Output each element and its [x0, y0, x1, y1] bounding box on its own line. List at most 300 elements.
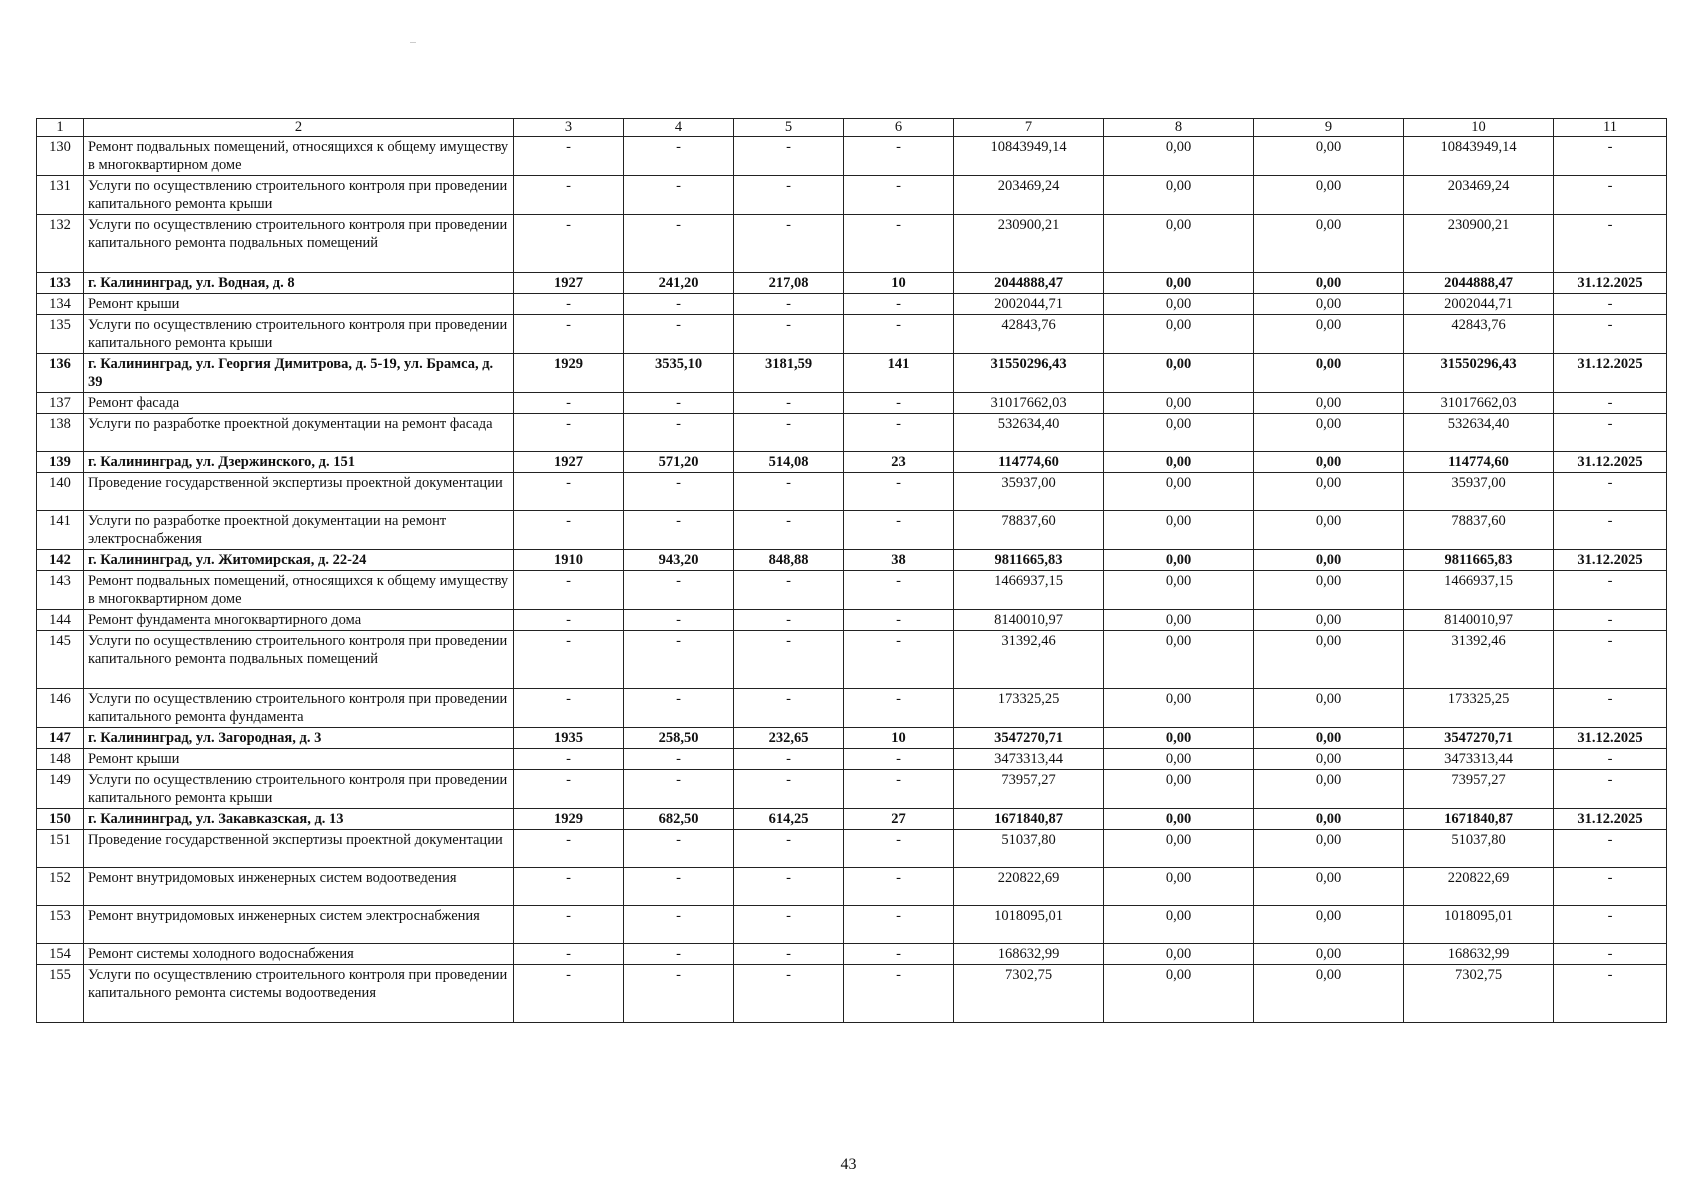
value-cell-c6: - [844, 571, 954, 610]
table-row [37, 176, 1667, 215]
row-number-cell: 136 [37, 354, 84, 393]
row-number-cell: 134 [37, 294, 84, 315]
value-cell-c7: 35937,00 [954, 473, 1104, 511]
row-number-cell: 149 [37, 770, 84, 809]
value-cell-c9: 0,00 [1254, 414, 1404, 452]
value-cell-c5: 3181,59 [734, 354, 844, 393]
row-number-cell: 137 [37, 393, 84, 414]
repair-schedule-table [36, 118, 1667, 1023]
value-cell-c7: 31017662,03 [954, 393, 1104, 414]
value-cell-c4: - [624, 315, 734, 354]
value-cell-c10: 31550296,43 [1404, 354, 1554, 393]
header-col-8: 8 [1104, 119, 1254, 137]
value-cell-c6: - [844, 944, 954, 965]
value-cell-c6: 10 [844, 728, 954, 749]
value-cell-c9: 0,00 [1254, 452, 1404, 473]
value-cell-c10: 532634,40 [1404, 414, 1554, 452]
value-cell-c11: - [1554, 868, 1667, 906]
value-cell-c9: 0,00 [1254, 550, 1404, 571]
value-cell-c6: - [844, 473, 954, 511]
value-cell-c5: - [734, 868, 844, 906]
value-cell-c4: - [624, 610, 734, 631]
table-row [37, 830, 1667, 868]
value-cell-c10: 114774,60 [1404, 452, 1554, 473]
row-number-cell: 152 [37, 868, 84, 906]
value-cell-c11: - [1554, 830, 1667, 868]
row-number-cell: 139 [37, 452, 84, 473]
value-cell-c5: - [734, 473, 844, 511]
work-name-cell: Ремонт подвальных помещений, относящихся к общему имуществу в многоквартирном доме [84, 571, 514, 610]
value-cell-c10: 8140010,97 [1404, 610, 1554, 631]
value-cell-c3: - [514, 749, 624, 770]
value-cell-c4: 682,50 [624, 809, 734, 830]
value-cell-c4: - [624, 749, 734, 770]
work-name-cell: г. Калининград, ул. Дзержинского, д. 151 [84, 452, 514, 473]
value-cell-c6: - [844, 868, 954, 906]
value-cell-c7: 2002044,71 [954, 294, 1104, 315]
row-number-cell: 154 [37, 944, 84, 965]
work-name-cell: Услуги по разработке проектной документации на ремонт фасада [84, 414, 514, 452]
value-cell-c7: 532634,40 [954, 414, 1104, 452]
value-cell-c4: 943,20 [624, 550, 734, 571]
header-col-11: 11 [1554, 119, 1667, 137]
row-number-cell: 133 [37, 273, 84, 294]
value-cell-c7: 9811665,83 [954, 550, 1104, 571]
header-col-6: 6 [844, 119, 954, 137]
value-cell-c6: - [844, 770, 954, 809]
value-cell-c10: 3547270,71 [1404, 728, 1554, 749]
value-cell-c6: - [844, 749, 954, 770]
value-cell-c7: 31392,46 [954, 631, 1104, 689]
row-number-cell: 150 [37, 809, 84, 830]
value-cell-c6: - [844, 610, 954, 631]
value-cell-c11: - [1554, 215, 1667, 273]
value-cell-c8: 0,00 [1104, 749, 1254, 770]
table-row [37, 906, 1667, 944]
row-number-cell: 135 [37, 315, 84, 354]
value-cell-c6: 10 [844, 273, 954, 294]
value-cell-c4: - [624, 511, 734, 550]
value-cell-c10: 10843949,14 [1404, 137, 1554, 176]
table-body [37, 137, 1667, 1023]
value-cell-c3: 1927 [514, 273, 624, 294]
header-col-10: 10 [1404, 119, 1554, 137]
value-cell-c5: - [734, 393, 844, 414]
work-name-cell: г. Калининград, ул. Закавказская, д. 13 [84, 809, 514, 830]
value-cell-c9: 0,00 [1254, 176, 1404, 215]
value-cell-c10: 3473313,44 [1404, 749, 1554, 770]
value-cell-c7: 78837,60 [954, 511, 1104, 550]
value-cell-c4: - [624, 631, 734, 689]
value-cell-c11: - [1554, 137, 1667, 176]
value-cell-c7: 3547270,71 [954, 728, 1104, 749]
table-row [37, 868, 1667, 906]
value-cell-c8: 0,00 [1104, 414, 1254, 452]
value-cell-c5: - [734, 830, 844, 868]
value-cell-c6: - [844, 137, 954, 176]
value-cell-c9: 0,00 [1254, 511, 1404, 550]
value-cell-c5: - [734, 631, 844, 689]
value-cell-c10: 1018095,01 [1404, 906, 1554, 944]
value-cell-c9: 0,00 [1254, 868, 1404, 906]
value-cell-c5: - [734, 511, 844, 550]
value-cell-c8: 0,00 [1104, 631, 1254, 689]
value-cell-c8: 0,00 [1104, 906, 1254, 944]
table-row [37, 137, 1667, 176]
value-cell-c11: 31.12.2025 [1554, 452, 1667, 473]
value-cell-c6: - [844, 215, 954, 273]
value-cell-c5: 232,65 [734, 728, 844, 749]
value-cell-c5: - [734, 610, 844, 631]
value-cell-c7: 10843949,14 [954, 137, 1104, 176]
row-number-cell: 147 [37, 728, 84, 749]
value-cell-c4: - [624, 868, 734, 906]
value-cell-c11: - [1554, 631, 1667, 689]
table-row-address [37, 728, 1667, 749]
work-name-cell: Услуги по осуществлению строительного контроля при проведении капитального ремонта крыши [84, 315, 514, 354]
value-cell-c10: 35937,00 [1404, 473, 1554, 511]
value-cell-c4: - [624, 944, 734, 965]
value-cell-c9: 0,00 [1254, 610, 1404, 631]
value-cell-c4: - [624, 770, 734, 809]
value-cell-c4: 258,50 [624, 728, 734, 749]
value-cell-c5: - [734, 965, 844, 1023]
value-cell-c3: - [514, 393, 624, 414]
value-cell-c5: 514,08 [734, 452, 844, 473]
value-cell-c8: 0,00 [1104, 315, 1254, 354]
value-cell-c7: 42843,76 [954, 315, 1104, 354]
value-cell-c5: - [734, 176, 844, 215]
value-cell-c3: 1929 [514, 354, 624, 393]
value-cell-c10: 78837,60 [1404, 511, 1554, 550]
value-cell-c4: - [624, 215, 734, 273]
value-cell-c5: - [734, 215, 844, 273]
value-cell-c7: 1671840,87 [954, 809, 1104, 830]
value-cell-c10: 31392,46 [1404, 631, 1554, 689]
value-cell-c11: - [1554, 176, 1667, 215]
value-cell-c7: 73957,27 [954, 770, 1104, 809]
value-cell-c3: - [514, 176, 624, 215]
row-number-cell: 155 [37, 965, 84, 1023]
work-name-cell: г. Калининград, ул. Водная, д. 8 [84, 273, 514, 294]
value-cell-c11: 31.12.2025 [1554, 728, 1667, 749]
value-cell-c10: 220822,69 [1404, 868, 1554, 906]
value-cell-c3: - [514, 610, 624, 631]
value-cell-c3: 1910 [514, 550, 624, 571]
value-cell-c11: - [1554, 749, 1667, 770]
header-col-9: 9 [1254, 119, 1404, 137]
value-cell-c9: 0,00 [1254, 315, 1404, 354]
row-number-cell: 138 [37, 414, 84, 452]
value-cell-c5: - [734, 689, 844, 728]
value-cell-c10: 31017662,03 [1404, 393, 1554, 414]
value-cell-c6: - [844, 906, 954, 944]
value-cell-c7: 220822,69 [954, 868, 1104, 906]
value-cell-c9: 0,00 [1254, 393, 1404, 414]
value-cell-c5: - [734, 770, 844, 809]
value-cell-c10: 203469,24 [1404, 176, 1554, 215]
value-cell-c6: - [844, 393, 954, 414]
header-col-1: 1 [37, 119, 84, 137]
value-cell-c3: 1935 [514, 728, 624, 749]
value-cell-c5: - [734, 414, 844, 452]
value-cell-c3: - [514, 906, 624, 944]
work-name-cell: Ремонт фундамента многоквартирного дома [84, 610, 514, 631]
work-name-cell: Проведение государственной экспертизы проектной документации [84, 830, 514, 868]
value-cell-c3: - [514, 770, 624, 809]
value-cell-c7: 173325,25 [954, 689, 1104, 728]
value-cell-c8: 0,00 [1104, 770, 1254, 809]
work-name-cell: Ремонт системы холодного водоснабжения [84, 944, 514, 965]
table-row [37, 749, 1667, 770]
table-row [37, 315, 1667, 354]
work-name-cell: Услуги по осуществлению строительного контроля при проведении капитального ремонта подвальных помещений [84, 215, 514, 273]
value-cell-c4: - [624, 965, 734, 1023]
value-cell-c9: 0,00 [1254, 631, 1404, 689]
value-cell-c10: 1466937,15 [1404, 571, 1554, 610]
value-cell-c8: 0,00 [1104, 473, 1254, 511]
table-row [37, 393, 1667, 414]
value-cell-c9: 0,00 [1254, 273, 1404, 294]
value-cell-c8: 0,00 [1104, 393, 1254, 414]
value-cell-c11: - [1554, 414, 1667, 452]
value-cell-c5: - [734, 315, 844, 354]
value-cell-c3: - [514, 414, 624, 452]
value-cell-c9: 0,00 [1254, 137, 1404, 176]
value-cell-c11: - [1554, 770, 1667, 809]
value-cell-c4: - [624, 176, 734, 215]
value-cell-c3: - [514, 830, 624, 868]
value-cell-c9: 0,00 [1254, 809, 1404, 830]
value-cell-c3: - [514, 571, 624, 610]
value-cell-c11: 31.12.2025 [1554, 273, 1667, 294]
value-cell-c4: - [624, 294, 734, 315]
row-number-cell: 142 [37, 550, 84, 571]
value-cell-c11: - [1554, 511, 1667, 550]
value-cell-c5: - [734, 906, 844, 944]
value-cell-c10: 173325,25 [1404, 689, 1554, 728]
row-number-cell: 141 [37, 511, 84, 550]
value-cell-c11: 31.12.2025 [1554, 354, 1667, 393]
table-row [37, 215, 1667, 273]
value-cell-c6: 27 [844, 809, 954, 830]
value-cell-c10: 42843,76 [1404, 315, 1554, 354]
value-cell-c6: - [844, 631, 954, 689]
value-cell-c9: 0,00 [1254, 728, 1404, 749]
value-cell-c10: 51037,80 [1404, 830, 1554, 868]
value-cell-c5: 217,08 [734, 273, 844, 294]
value-cell-c3: - [514, 689, 624, 728]
value-cell-c7: 1466937,15 [954, 571, 1104, 610]
value-cell-c8: 0,00 [1104, 176, 1254, 215]
value-cell-c8: 0,00 [1104, 294, 1254, 315]
value-cell-c4: - [624, 689, 734, 728]
header-col-2: 2 [84, 119, 514, 137]
value-cell-c8: 0,00 [1104, 137, 1254, 176]
value-cell-c9: 0,00 [1254, 965, 1404, 1023]
table-row-address [37, 273, 1667, 294]
value-cell-c3: - [514, 215, 624, 273]
row-number-cell: 131 [37, 176, 84, 215]
value-cell-c9: 0,00 [1254, 749, 1404, 770]
value-cell-c9: 0,00 [1254, 770, 1404, 809]
value-cell-c6: - [844, 511, 954, 550]
header-col-4: 4 [624, 119, 734, 137]
table-row [37, 770, 1667, 809]
value-cell-c4: 3535,10 [624, 354, 734, 393]
work-name-cell: Ремонт подвальных помещений, относящихся к общему имуществу в многоквартирном доме [84, 137, 514, 176]
value-cell-c11: - [1554, 965, 1667, 1023]
row-number-cell: 145 [37, 631, 84, 689]
value-cell-c7: 114774,60 [954, 452, 1104, 473]
value-cell-c11: - [1554, 473, 1667, 511]
work-name-cell: Услуги по осуществлению строительного контроля при проведении капитального ремонта подвальных помещений [84, 631, 514, 689]
work-name-cell: г. Калининград, ул. Загородная, д. 3 [84, 728, 514, 749]
value-cell-c10: 2002044,71 [1404, 294, 1554, 315]
value-cell-c8: 0,00 [1104, 610, 1254, 631]
value-cell-c8: 0,00 [1104, 273, 1254, 294]
value-cell-c4: - [624, 137, 734, 176]
value-cell-c5: - [734, 749, 844, 770]
value-cell-c11: 31.12.2025 [1554, 550, 1667, 571]
work-name-cell: Ремонт внутридомовых инженерных систем водоотведения [84, 868, 514, 906]
value-cell-c11: - [1554, 610, 1667, 631]
value-cell-c9: 0,00 [1254, 294, 1404, 315]
table-row [37, 689, 1667, 728]
work-name-cell: Проведение государственной экспертизы проектной документации [84, 473, 514, 511]
row-number-cell: 130 [37, 137, 84, 176]
value-cell-c6: - [844, 689, 954, 728]
value-cell-c7: 168632,99 [954, 944, 1104, 965]
work-name-cell: Ремонт крыши [84, 749, 514, 770]
value-cell-c6: 141 [844, 354, 954, 393]
value-cell-c7: 3473313,44 [954, 749, 1104, 770]
work-name-cell: Услуги по осуществлению строительного контроля при проведении капитального ремонта фундамента [84, 689, 514, 728]
value-cell-c11: - [1554, 944, 1667, 965]
value-cell-c3: - [514, 511, 624, 550]
value-cell-c9: 0,00 [1254, 689, 1404, 728]
value-cell-c10: 2044888,47 [1404, 273, 1554, 294]
value-cell-c6: - [844, 830, 954, 868]
value-cell-c4: - [624, 571, 734, 610]
value-cell-c3: - [514, 868, 624, 906]
work-name-cell: Услуги по осуществлению строительного контроля при проведении капитального ремонта системы водоотведения [84, 965, 514, 1023]
value-cell-c11: - [1554, 294, 1667, 315]
value-cell-c7: 51037,80 [954, 830, 1104, 868]
value-cell-c10: 7302,75 [1404, 965, 1554, 1023]
value-cell-c11: 31.12.2025 [1554, 809, 1667, 830]
value-cell-c11: - [1554, 315, 1667, 354]
row-number-cell: 151 [37, 830, 84, 868]
value-cell-c3: - [514, 137, 624, 176]
value-cell-c5: - [734, 944, 844, 965]
value-cell-c5: - [734, 294, 844, 315]
value-cell-c8: 0,00 [1104, 571, 1254, 610]
value-cell-c4: 571,20 [624, 452, 734, 473]
value-cell-c9: 0,00 [1254, 354, 1404, 393]
row-number-cell: 143 [37, 571, 84, 610]
value-cell-c6: - [844, 414, 954, 452]
table-row [37, 631, 1667, 689]
value-cell-c8: 0,00 [1104, 215, 1254, 273]
value-cell-c5: - [734, 137, 844, 176]
table-row [37, 414, 1667, 452]
header-col-3: 3 [514, 119, 624, 137]
value-cell-c3: - [514, 294, 624, 315]
value-cell-c8: 0,00 [1104, 830, 1254, 868]
value-cell-c11: - [1554, 571, 1667, 610]
value-cell-c8: 0,00 [1104, 809, 1254, 830]
value-cell-c6: 23 [844, 452, 954, 473]
header-col-5: 5 [734, 119, 844, 137]
value-cell-c4: - [624, 414, 734, 452]
value-cell-c3: 1929 [514, 809, 624, 830]
value-cell-c8: 0,00 [1104, 689, 1254, 728]
work-name-cell: Услуги по осуществлению строительного контроля при проведении капитального ремонта крыши [84, 176, 514, 215]
value-cell-c10: 1671840,87 [1404, 809, 1554, 830]
work-name-cell: Услуги по осуществлению строительного контроля при проведении капитального ремонта крыши [84, 770, 514, 809]
value-cell-c7: 203469,24 [954, 176, 1104, 215]
work-name-cell: Ремонт крыши [84, 294, 514, 315]
value-cell-c8: 0,00 [1104, 965, 1254, 1023]
value-cell-c8: 0,00 [1104, 728, 1254, 749]
work-name-cell: Ремонт фасада [84, 393, 514, 414]
value-cell-c7: 1018095,01 [954, 906, 1104, 944]
value-cell-c7: 7302,75 [954, 965, 1104, 1023]
value-cell-c7: 2044888,47 [954, 273, 1104, 294]
value-cell-c9: 0,00 [1254, 571, 1404, 610]
value-cell-c10: 168632,99 [1404, 944, 1554, 965]
row-number-cell: 144 [37, 610, 84, 631]
table-row [37, 944, 1667, 965]
value-cell-c8: 0,00 [1104, 452, 1254, 473]
value-cell-c9: 0,00 [1254, 944, 1404, 965]
value-cell-c3: 1927 [514, 452, 624, 473]
table-row [37, 610, 1667, 631]
value-cell-c8: 0,00 [1104, 944, 1254, 965]
table-row-address [37, 550, 1667, 571]
value-cell-c4: - [624, 473, 734, 511]
value-cell-c4: - [624, 393, 734, 414]
value-cell-c11: - [1554, 689, 1667, 728]
value-cell-c11: - [1554, 393, 1667, 414]
scan-mark [410, 42, 416, 43]
value-cell-c9: 0,00 [1254, 473, 1404, 511]
value-cell-c9: 0,00 [1254, 215, 1404, 273]
value-cell-c6: - [844, 965, 954, 1023]
value-cell-c7: 230900,21 [954, 215, 1104, 273]
value-cell-c8: 0,00 [1104, 511, 1254, 550]
work-name-cell: г. Калининград, ул. Житомирская, д. 22-24 [84, 550, 514, 571]
value-cell-c9: 0,00 [1254, 906, 1404, 944]
value-cell-c8: 0,00 [1104, 550, 1254, 571]
value-cell-c3: - [514, 965, 624, 1023]
value-cell-c3: - [514, 315, 624, 354]
value-cell-c6: 38 [844, 550, 954, 571]
value-cell-c8: 0,00 [1104, 868, 1254, 906]
value-cell-c3: - [514, 473, 624, 511]
work-name-cell: г. Калининград, ул. Георгия Димитрова, д. 5-19, ул. Брамса, д. 39 [84, 354, 514, 393]
value-cell-c3: - [514, 944, 624, 965]
value-cell-c5: - [734, 571, 844, 610]
value-cell-c9: 0,00 [1254, 830, 1404, 868]
table-row [37, 511, 1667, 550]
row-number-cell: 148 [37, 749, 84, 770]
value-cell-c6: - [844, 294, 954, 315]
value-cell-c5: 848,88 [734, 550, 844, 571]
value-cell-c7: 8140010,97 [954, 610, 1104, 631]
table-row-address [37, 354, 1667, 393]
